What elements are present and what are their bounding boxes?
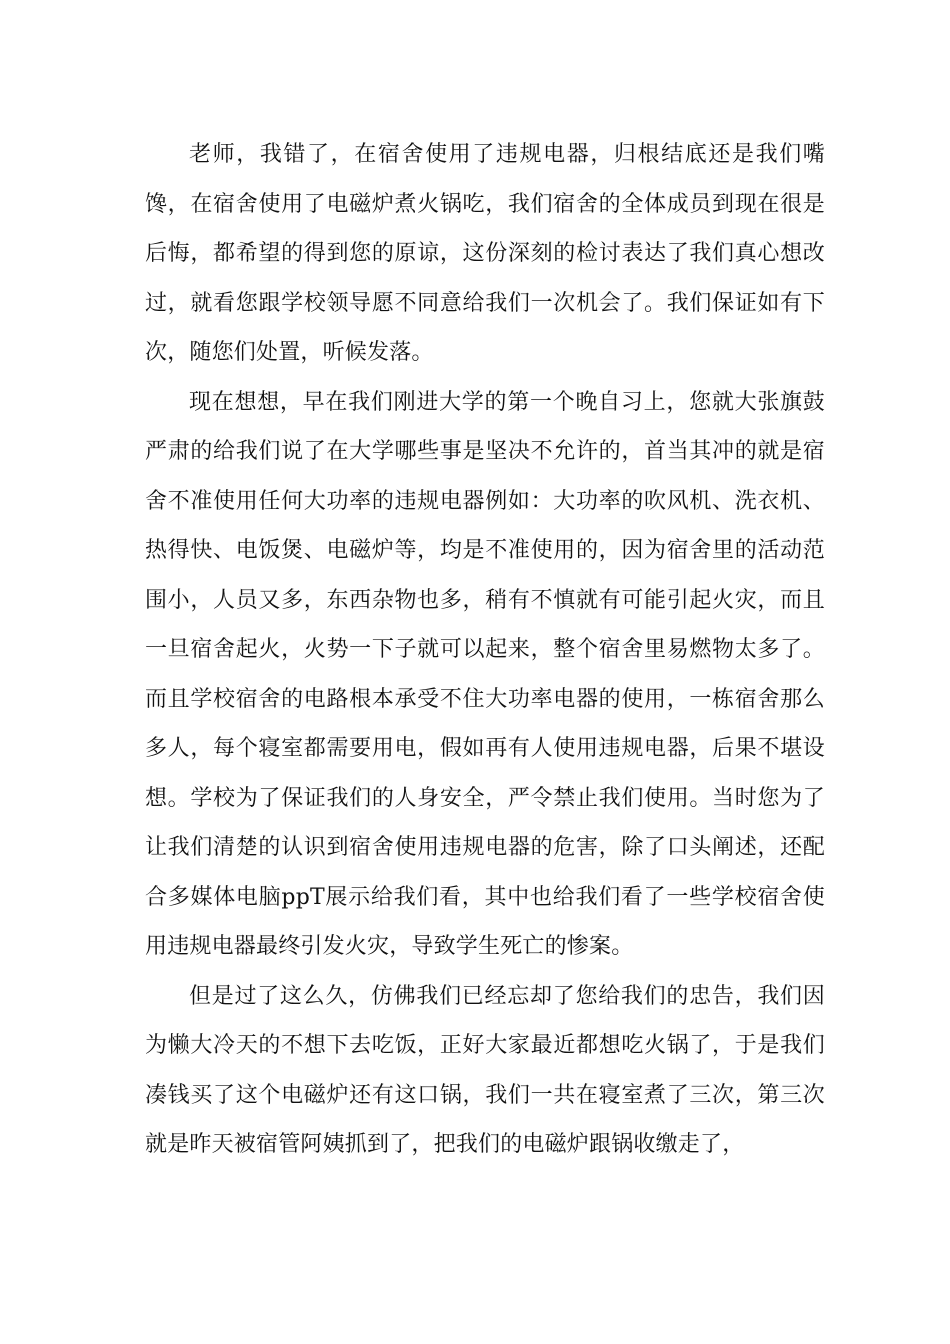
paragraph-2: 现在想想，早在我们刚进大学的第一个晚自习上，您就大张旗鼓严肃的给我们说了在大学哪些事是坚决不允许的，首当其冲的就是宿舍不准使用任何大功率的违规电器例如：大功率的吹风机、洗衣机、热得快、电饭煲、电磁炉等，均是不准使用的，因为宿舍里的活动范围小，人员又多，东西杂物也多，稍有不慎就有可能引起火灾，而且一旦宿舍起火，火势一下子就可以起来，整个宿舍里易燃物太多了。而且学校宿舍的电路根本承受不住大功率电器的使用，一栋宿舍那么多人，每个寝室都需要用电，假如再有人使用违规电器，后果不堪设想。学校为了保证我们的人身安全，严令禁止我们使用。当时您为了让我们清楚的认识到宿舍使用违规电器的危害，除了口头阐述，还配合多媒体电脑ppT展示给我们看，其中也给我们看了一些学校宿舍使用违规电器最终引发火灾，导致学生死亡的惨案。 — [145, 389, 825, 959]
paragraph-1: 老师，我错了，在宿舍使用了违规电器，归根结底还是我们嘴馋，在宿舍使用了电磁炉煮火锅吃，我们宿舍的全体成员到现在很是后悔，都希望的得到您的原谅，这份深刻的检讨表达了我们真心想改过，就看您跟学校领导愿不同意给我们一次机会了。我们保证如有下次，随您们处置，听候发落。 — [145, 142, 825, 365]
paragraph-3: 但是过了这么久，仿佛我们已经忘却了您给我们的忠告，我们因为懒大冷天的不想下去吃饭，正好大家最近都想吃火锅了，于是我们凑钱买了这个电磁炉还有这口锅，我们一共在寝室煮了三次，第三次就是昨天被宿管阿姨抓到了，把我们的电磁炉跟锅收缴走了， — [145, 983, 825, 1157]
document-body — [145, 130, 825, 1170]
